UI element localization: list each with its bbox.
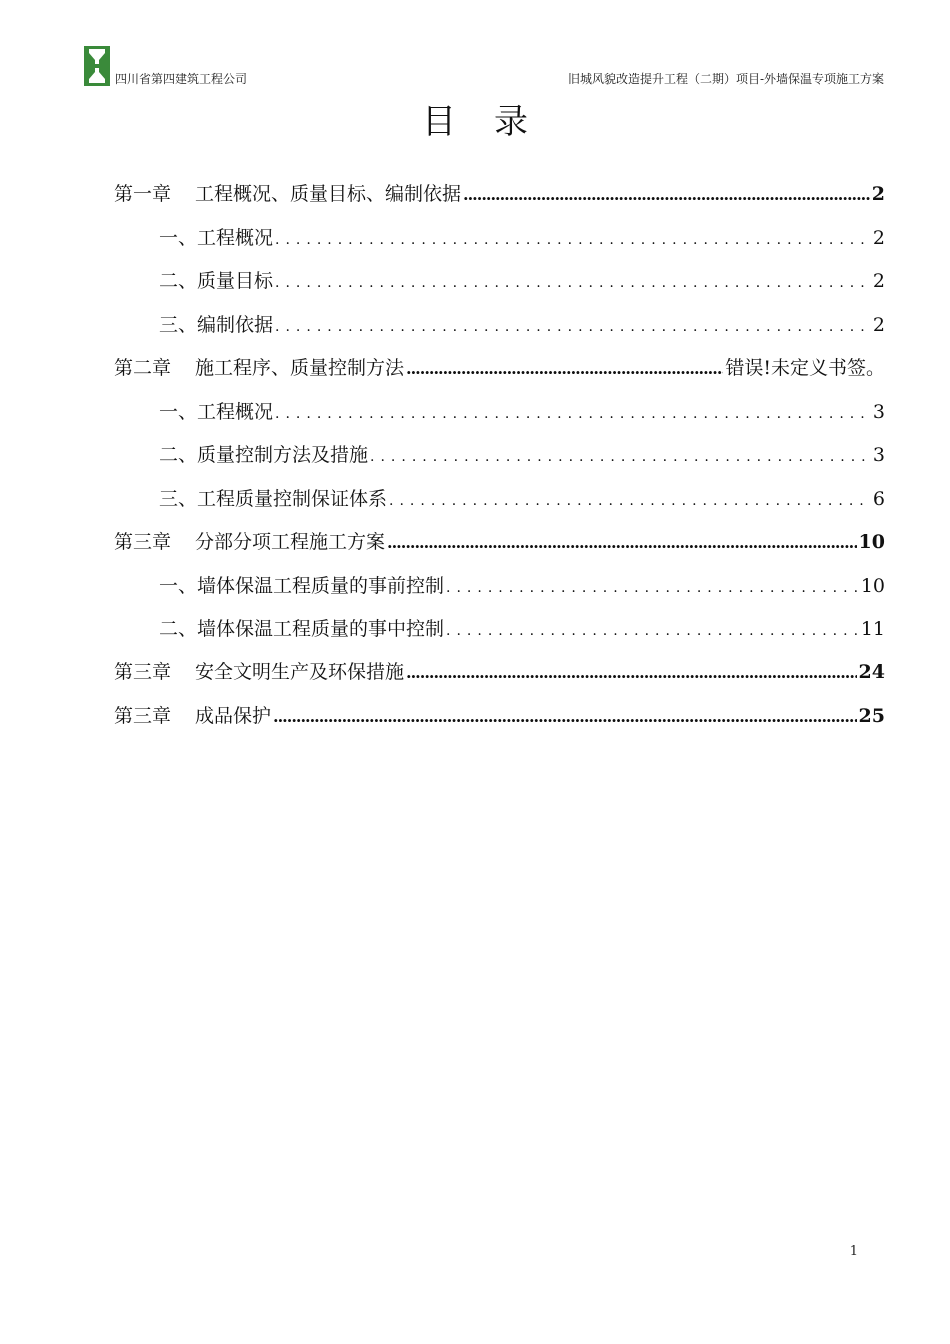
toc-entry-title: 三、编制依据: [159, 314, 274, 336]
toc-page-number: 3: [872, 444, 885, 466]
toc-leader: [275, 313, 871, 341]
toc-leader: [406, 355, 723, 383]
page-title: 目录: [422, 102, 566, 142]
toc-page-number: 错误!未定义书签。: [725, 357, 885, 379]
toc-entry[interactable]: [159, 267, 885, 295]
toc-chapter-number: 第三章: [114, 661, 172, 683]
toc-page-number: 2: [871, 183, 885, 205]
toc-page-number: 2: [872, 270, 885, 292]
toc-entry[interactable]: [114, 180, 885, 208]
toc-page-number: 2: [872, 314, 885, 336]
toc-entry[interactable]: [159, 572, 885, 600]
toc-chapter-number: 第三章: [114, 531, 172, 553]
toc-entry[interactable]: [114, 354, 885, 382]
toc-leader: [275, 269, 871, 297]
toc-leader: [273, 703, 857, 731]
toc-entry-title: 二、墙体保温工程质量的事中控制: [159, 618, 445, 640]
page-number: 1: [849, 1244, 858, 1259]
toc-page-number: 25: [858, 705, 885, 727]
toc-entry-title: 分部分项工程施工方案: [195, 531, 386, 553]
toc-entry-title: 施工程序、质量控制方法: [195, 357, 405, 379]
toc-leader: [446, 574, 859, 602]
toc-page-number: 6: [872, 488, 885, 510]
toc-entry[interactable]: [114, 658, 885, 686]
toc-entry[interactable]: [159, 441, 885, 469]
toc-entry-title: 成品保护: [195, 705, 272, 727]
toc-chapter-number: 第一章: [114, 183, 172, 205]
toc-entry[interactable]: [159, 615, 885, 643]
toc-chapter-number: 第三章: [114, 705, 172, 727]
company-name: 四川省第四建筑工程公司: [115, 72, 248, 86]
toc-entry-title: 安全文明生产及环保措施: [195, 661, 405, 683]
company-logo: [84, 46, 110, 86]
toc-entry[interactable]: [159, 311, 885, 339]
toc-page-number: 10: [858, 531, 885, 553]
toc-entry-title: 一、墙体保温工程质量的事前控制: [159, 575, 445, 597]
toc-leader: [446, 617, 859, 645]
toc-leader: [463, 181, 870, 209]
toc-entry-title: 一、工程概况: [159, 401, 274, 423]
toc-entry-title: 三、工程质量控制保证体系: [159, 488, 388, 510]
toc-entry-title: 一、工程概况: [159, 227, 274, 249]
page-header: [84, 46, 884, 90]
toc-entry[interactable]: [114, 702, 885, 730]
toc-page-number: 11: [860, 618, 885, 640]
toc-leader: [370, 443, 871, 471]
toc-chapter-number: 第二章: [114, 357, 172, 379]
toc-leader: [275, 226, 871, 254]
toc-entry-title: 工程概况、质量目标、编制依据: [195, 183, 462, 205]
toc-entry[interactable]: [159, 485, 885, 513]
toc-page-number: 10: [860, 575, 885, 597]
toc-entry[interactable]: [114, 528, 885, 556]
toc-page-number: 24: [858, 661, 885, 683]
toc-entry[interactable]: [159, 224, 885, 252]
toc-page-number: 3: [872, 401, 885, 423]
project-title: 旧城风貌改造提升工程（二期）项目-外墙保温专项施工方案: [567, 72, 884, 86]
toc-leader: [406, 659, 857, 687]
toc-entry-title: 二、质量控制方法及措施: [159, 444, 369, 466]
toc-entry[interactable]: [159, 398, 885, 426]
toc-page-number: 2: [872, 227, 885, 249]
toc-leader: [275, 400, 871, 428]
toc-leader: [389, 487, 871, 515]
toc-entry-title: 二、质量目标: [159, 270, 274, 292]
toc-leader: [387, 529, 857, 557]
